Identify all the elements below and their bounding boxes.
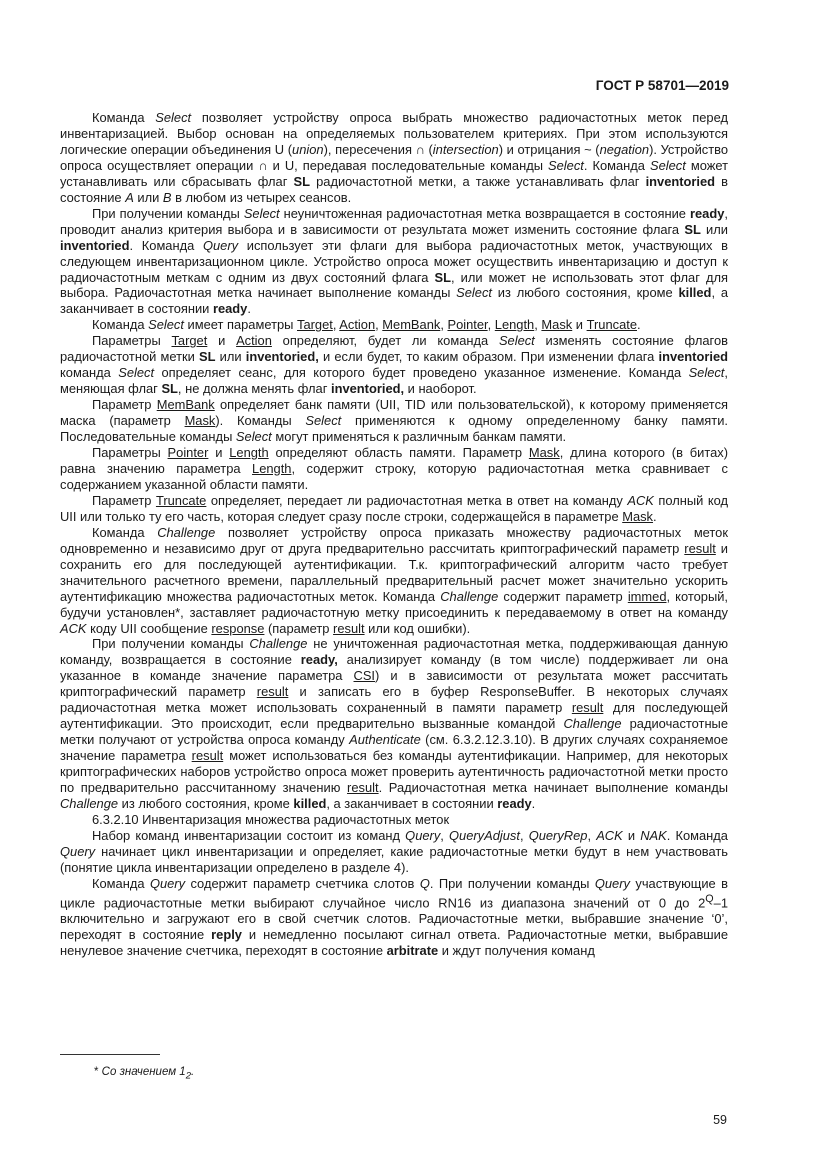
paragraph: Команда Query содержит параметр счетчика слотов Q. При получении команды Query участвующие в цикле радиочастотные метки выбирают случайное число RN16 из диапазона значений от 0 до $2^Q-1$ включительно и загружают его в свой счетчик слотов. Радиочастотные метки, выбравшие значение ‘0’, переходят в состояние reply и немедленно посылают сигнал ответа. Радиочастотные метки, выбравшие ненулевое значение счетчика, переходят в состояние arbitrate и ждут получения команд [60, 875, 728, 958]
page-number: 59 [713, 1113, 727, 1127]
paragraph: Набор команд инвентаризации состоит из команд Query, QueryAdjust, QueryRep, ACK и NAK. Команда Query начинает цикл инвентаризации и определяет, какие радиочастотные метки будут в нем участвовать (понятие цикла инвентаризации определено в разделе 4). [60, 827, 728, 875]
paragraph: Команда Select позволяет устройству опроса выбрать множество радиочастотных меток перед инвентаризацией. Выбор основан на определяемых пользователем критериях. При этом используются логические операции объединения U (union), пересечения ∩ (intersection) и отрицания ~ (negation). Устройство опроса осуществляет операции ∩ и U, передавая последовательные команды Select. Команда Select может устанавливать или сбрасывать флаг SL радиочастотной метки, а также устанавливать флаг inventoried в состояние A или B в любом из четырех сеансов. [60, 110, 729, 205]
footnote-separator [60, 1054, 160, 1055]
document-body [60, 110, 728, 959]
paragraph: Параметр Truncate определяет, передает ли радиочастотная метка в ответ на команду ACK полный код UII или только ту его часть, которая следует сразу после строки, содержащейся в параметре Mask. [60, 492, 729, 524]
paragraph: Команда Select имеет параметры Target, Action, MemBank, Pointer, Length, Mask и Truncate. [92, 317, 641, 333]
paragraph: Команда Challenge позволяет устройству опроса приказать множеству радиочастотных меток одновременно и независимо друг от друга предварительно рассчитать криптографический параметр result и сохранить его для последующей аутентификации. Т.к. криптографический алгоритм часто требует значительного расчетного времени, параллельный предварительный расчет может значительно ускорить аутентификацию множества радиочастотных меток. Команда Challenge содержит параметр immed, который, будучи установлен*, заставляет радиочастотную метку присоединить к передаваемому в ответ на команду ACK коду UII сообщение response (параметр result или код ошибки). [60, 524, 728, 636]
paragraph: Параметры Target и Action определяют, будет ли команда Select изменять состояние флагов радиочастотной метки SL или inventoried, и если будет, то каким образом. При изменении флага inventoried команда Select определяет сеанс, для которого будет проведено указанное изменение. Команда Select, меняющая флаг SL, не должна менять флаг inventoried, и наоборот. [60, 333, 728, 397]
paragraph: Параметры Pointer и Length определяют область памяти. Параметр Mask, длина которого (в битах) равна значению параметра Length, содержит строку, которую радиочастотная метка сравнивает с содержанием указанной области памяти. [60, 445, 729, 492]
paragraph: Параметр MemBank определяет банк памяти (UII, TID или пользовательской), к которому применяется маска (параметр Mask). Команды Select применяются к одному определенному банку памяти. Последовательные команды Select могут применяться к различным банкам памяти. [60, 397, 728, 445]
footnote: * Со значением $1_2$. [94, 1066, 195, 1082]
document-header: ГОСТ Р 58701—2019 [595, 78, 729, 93]
paragraph: При получении команды Challenge не уничтоженная радиочастотная метка, поддерживающая данную команду, возвращается в состояние ready, анализирует команду (в том числе) поддерживает ли она указанное в команде значение параметра CSI) и в зависимости от результата может рассчитать криптографический параметр result и записать его в буфер ResponseBuffer. В некоторых случаях радиочастотная метка может использовать сохраненный в памяти параметр result для последующей аутентификации. Это происходит, если предварительно вызванные командой Challenge радиочастотные метки получают от устройства опроса команду Authenticate (см. 6.3.2.12.3.10). В других случаях сохраняемое значение параметра result может использоваться без команды аутентификации. Например, для некоторых криптографических наборов устройство опроса может проверить аутентичность радиочастотной метки просто по предварительно рассчитанному значению result. Радиочастотная метка начинает выполнение команды Challenge из любого состояния, кроме killed, а заканчивает в состоянии ready. [60, 636, 729, 811]
paragraph: При получении команды Select неуничтоженная радиочастотная метка возвращается в состояние ready, проводит анализ критерия выбора и в зависимости от результата может изменить состояние флага SL или inventoried. Команда Query использует эти флаги для выбора радиочастотных меток, участвующих в следующем инвентаризационном цикле. Устройство опроса может осуществить инвентаризацию и доступ к радиочастотным меткам с одним из двух состояний флага SL, или может не использовать этот флаг для выбора. Радиочастотная метка начинает выполнение команды Select из любого состояния, кроме killed, а заканчивает в состоянии ready. [60, 205, 729, 317]
section-heading: 6.3.2.10 Инвентаризация множества радиочастотных меток [92, 811, 450, 827]
